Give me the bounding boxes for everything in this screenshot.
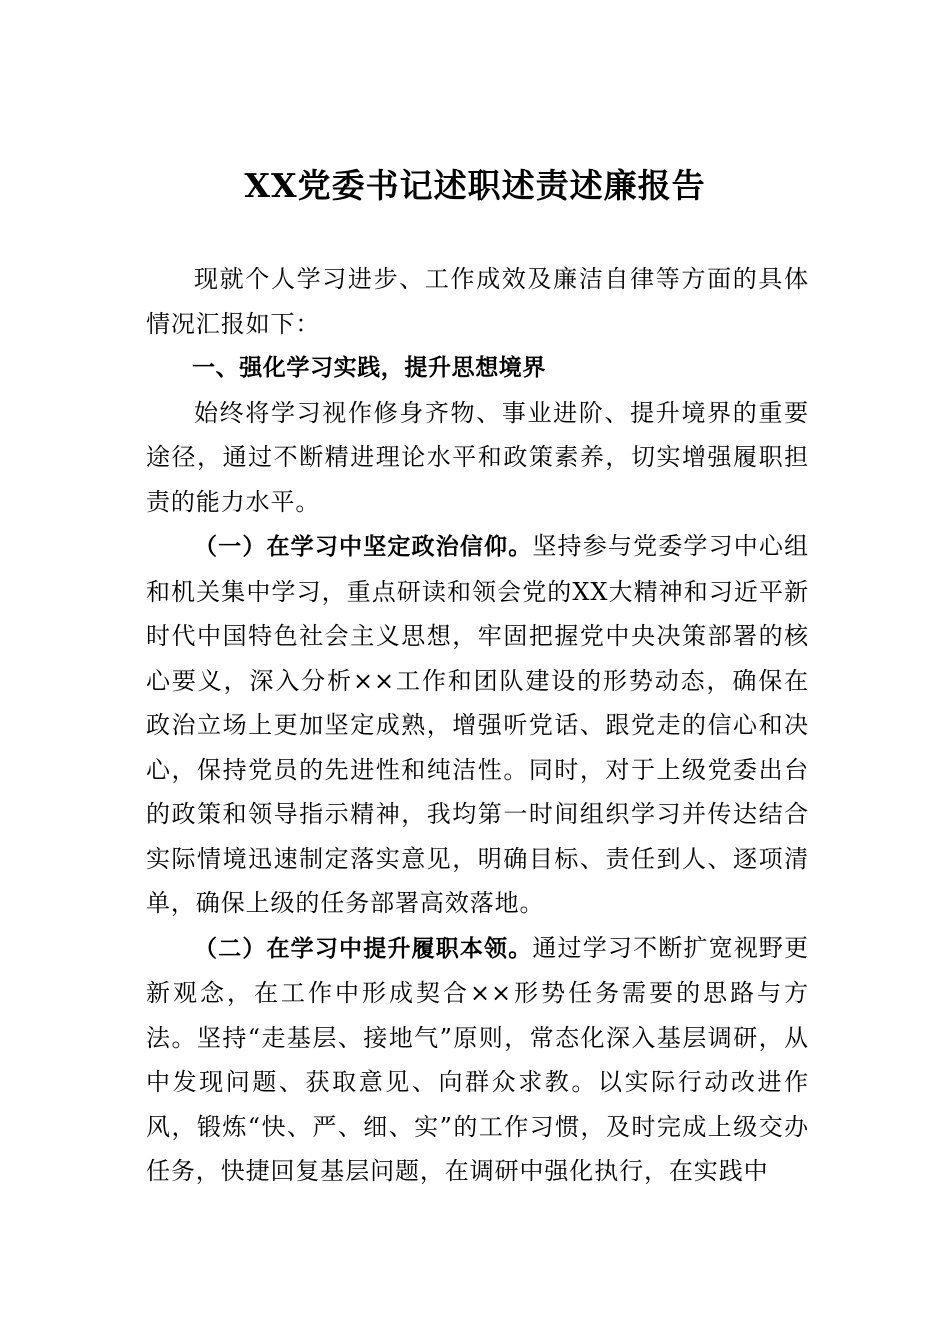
- intro-paragraph: 现就个人学习进步、工作成效及廉洁自律等方面的具体情况汇报如下：: [146, 265, 809, 338]
- item-paragraph-1: [146, 524, 809, 926]
- item-paragraph-2: [146, 926, 809, 1194]
- section-heading: 一、强化学习实践，提升思想境界: [192, 355, 546, 381]
- section-paragraph: 始终将学习视作修身齐物、事业进阶、提升境界的重要途径，通过不断精进理论水平和政策素养，切实增强履职担责的能力水平。: [146, 398, 809, 516]
- item-text-1: 坚持参与党委学习中心组和机关集中学习，重点研读和领会党的XX大精神和习近平新时代中国特色社会主义思想，牢固把握党中央决策部署的核心要义，深入分析××工作和团队建设的形势动态，确保在政治立场上更加坚定成熟，增强听党话、跟党走的信心和决心，保持党员的先进性和纯洁性。同时，对于上级党委出台的政策和领导指示精神，我均第一时间组织学习并传达结合实际情境迅速制定落实意见，明确目标、责任到人、逐项清单，确保上级的任务部署高效落地。: [146, 532, 809, 917]
- item-lead-1: （一）在学习中坚定政治信仰。: [194, 534, 533, 560]
- document-title: XX党委书记述职述责述廉报告: [244, 166, 706, 205]
- document-body: [146, 257, 809, 1194]
- item-text-2: 通过学习不断扩宽视野更新观念，在工作中形成契合××形势任务需要的思路与方法。坚持“走基层、接地气”原则，常态化深入基层调研，从中发现问题、获取意见、向群众求教。以实际行动改进作风，锻炼“快、严、细、实”的工作习惯，及时完成上级交办任务，快捷回复基层问题，在调研中强化执行，在实践中: [146, 933, 809, 1185]
- item-lead-2: （二）在学习中提升履职本领。: [194, 935, 533, 962]
